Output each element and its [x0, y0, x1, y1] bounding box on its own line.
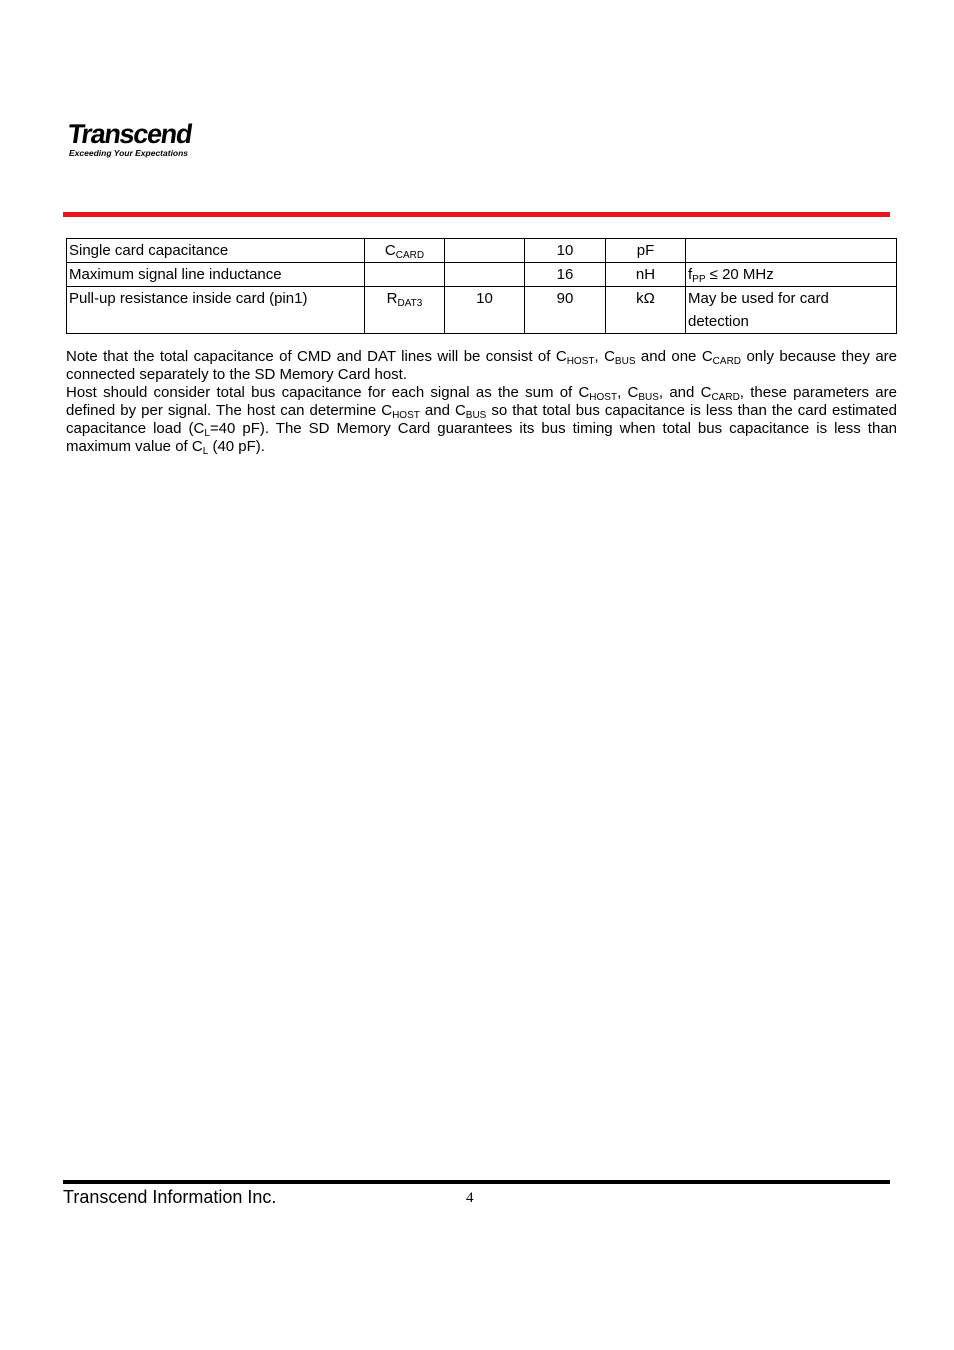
min-cell: 10	[445, 287, 525, 334]
remark-cell: $f_{PP} \le 20$ MHz	[686, 263, 897, 287]
remark-cell	[686, 239, 897, 263]
unit-cell: kΩ	[606, 287, 686, 334]
unit-cell: pF	[606, 239, 686, 263]
note-paragraph: Note that the total capacitance of CMD and DAT lines will be consist of $C_{HOST}$, $C_{BUS}$ and one $C_{CARD}$ only because they are connected separately to the SD Memory Card host.	[66, 348, 897, 383]
min-cell	[445, 239, 525, 263]
footer-divider	[63, 1180, 890, 1184]
remark-cell: May be used for card detection	[686, 287, 897, 334]
page-number: 4	[466, 1190, 474, 1206]
logo-wordmark: Transcend	[65, 119, 194, 149]
max-cell: 16	[525, 263, 606, 287]
symbol-cell: $C_{CARD}$	[365, 239, 445, 263]
min-cell	[445, 263, 525, 287]
header-divider	[63, 212, 890, 217]
max-cell: 90	[525, 287, 606, 334]
parameter-cell: Pull-up resistance inside card (pin1)	[67, 287, 365, 334]
parameter-cell: Single card capacitance	[67, 239, 365, 263]
transcend-logo	[66, 120, 206, 164]
spec-table	[66, 238, 897, 334]
table-row	[67, 263, 897, 287]
logo-tagline: Exceeding Your Expectations	[69, 148, 189, 158]
footer-company-name: Transcend Information Inc.	[63, 1187, 277, 1207]
parameter-cell: Maximum signal line inductance	[67, 263, 365, 287]
max-cell: 10	[525, 239, 606, 263]
note-paragraph: Host should consider total bus capacitance for each signal as the sum of $C_{HOST}$, $C_{BUS}$, and $C_{CARD}$, these parameters are defined by per signal. The host can determine $C_{HOST}$ and $C_{BUS}$ so that total bus capacitance is less than the card estimated capacitance load ($C_L=40$ pF). The SD Memory Card guarantees its bus timing when total bus capacitance is less than maximum value of $C_L$ (40 pF).	[66, 384, 898, 457]
symbol-cell	[365, 263, 445, 287]
capacitance-notes	[66, 348, 897, 456]
unit-cell: nH	[606, 263, 686, 287]
table-row	[67, 239, 897, 263]
table-row	[67, 287, 897, 334]
symbol-cell: $R_{DAT3}$	[365, 287, 445, 334]
